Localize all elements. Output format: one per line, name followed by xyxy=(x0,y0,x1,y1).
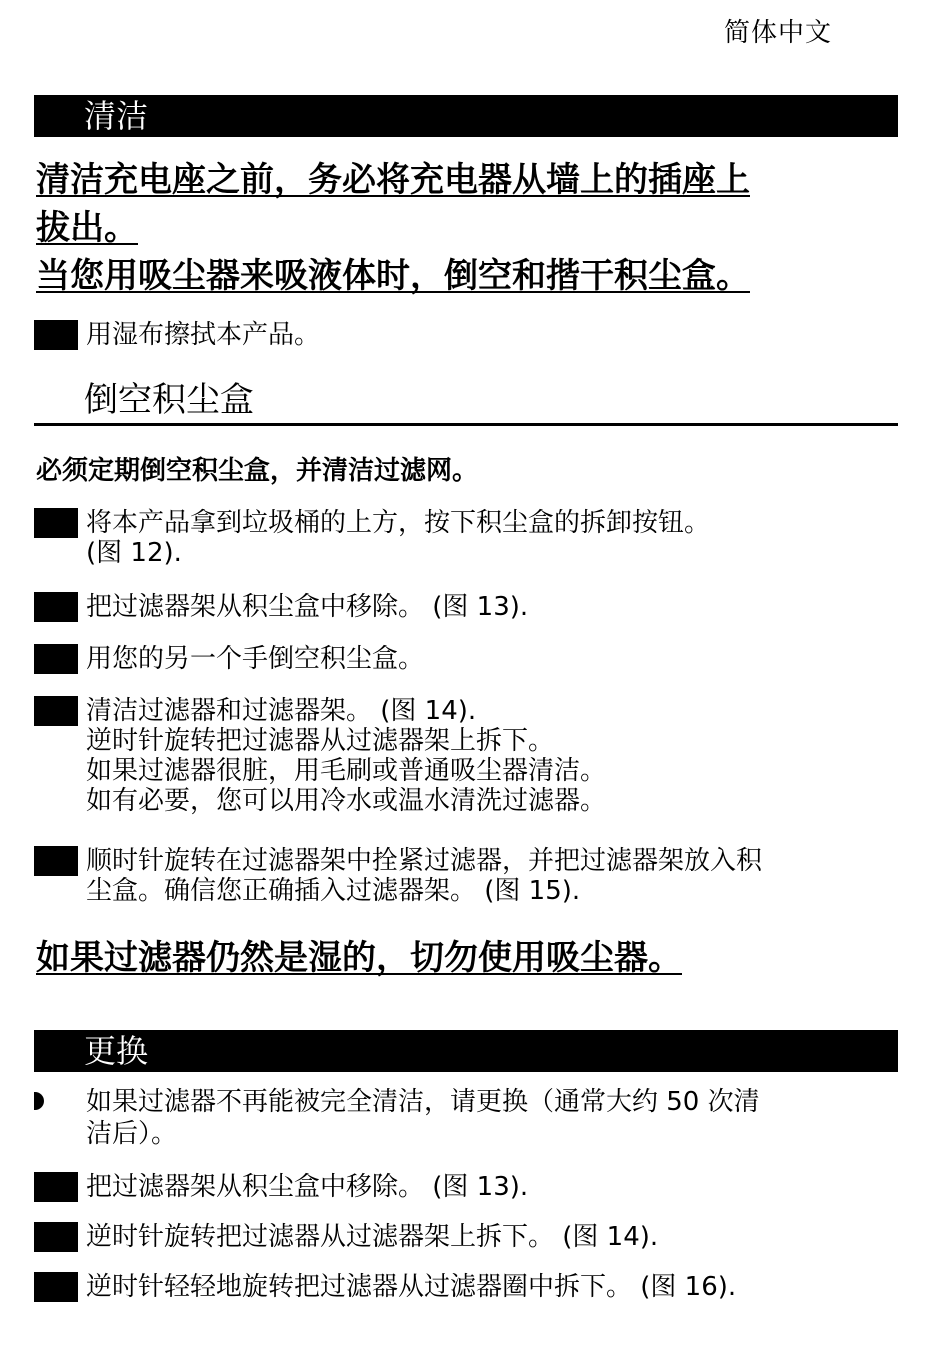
step-line: 清洁过滤器和过滤器架。 (图 14). xyxy=(86,696,477,726)
step-5 xyxy=(34,846,894,906)
warning-wet-filter xyxy=(36,934,896,982)
section-title-replace: 更换 xyxy=(34,1030,898,1072)
language-label: 简体中文 xyxy=(723,18,832,48)
warning-line-3: 当您用吸尘器来吸液体时，倒空和揩干积尘盒。 xyxy=(36,256,750,296)
replace-step-1 xyxy=(34,1172,894,1202)
step-text: 用湿布擦拭本产品。 xyxy=(86,320,321,350)
step-marker xyxy=(34,846,78,876)
bullet-line: 洁后）。 xyxy=(86,1119,178,1149)
step-3 xyxy=(34,644,894,674)
section-title-empty-dust xyxy=(34,378,898,426)
step-1 xyxy=(34,508,894,568)
subhead-text: 倒空积尘盒 xyxy=(84,380,254,420)
step-line: 把过滤器架从积尘盒中移除。 (图 13). xyxy=(86,1172,529,1202)
step-marker xyxy=(34,644,78,674)
warning-line-1: 清洁充电座之前，务必将充电器从墙上的插座上 xyxy=(36,160,750,200)
step-marker xyxy=(34,320,78,350)
intro-text: 必须定期倒空积尘盒，并清洁过滤网。 xyxy=(36,456,479,486)
replace-note xyxy=(34,1086,894,1150)
step-line: 顺时针旋转在过滤器架中拴紧过滤器，并把过滤器架放入积 xyxy=(86,846,763,876)
step-line: 把过滤器架从积尘盒中移除。 (图 13). xyxy=(86,592,529,622)
step-4 xyxy=(34,696,894,816)
step-marker xyxy=(34,1172,78,1202)
replace-step-3 xyxy=(34,1272,894,1302)
step-line: 逆时针旋转把过滤器从过滤器架上拆下。 (图 14). xyxy=(86,1222,659,1252)
step-line: 将本产品拿到垃圾桶的上方，按下积尘盒的拆卸按钮。 xyxy=(86,508,711,538)
step-line: 如有必要，您可以用冷水或温水清洗过滤器。 xyxy=(86,786,607,816)
bullet-line: 如果过滤器不再能被完全清洁，请更换（通常大约 50 次清 xyxy=(86,1087,760,1117)
step-marker xyxy=(34,592,78,622)
step-marker xyxy=(34,696,78,726)
warning-charger xyxy=(36,156,896,300)
section-title-cleaning: 清洁 xyxy=(34,95,898,137)
step-line: 如果过滤器很脏，用毛刷或普通吸尘器清洁。 xyxy=(86,756,607,786)
warning-line: 如果过滤器仍然是湿的，切勿使用吸尘器。 xyxy=(36,938,682,978)
bullet-marker xyxy=(34,1092,44,1110)
step-line: 用您的另一个手倒空积尘盒。 xyxy=(86,644,425,674)
step-line: 尘盒。确信您正确插入过滤器架。 (图 15). xyxy=(86,876,581,906)
step-marker xyxy=(34,1272,78,1302)
step-line: 逆时针轻轻地旋转把过滤器从过滤器圈中拆下。 (图 16). xyxy=(86,1272,737,1302)
step-wipe xyxy=(34,320,894,350)
step-2 xyxy=(34,592,894,622)
step-line: (图 12). xyxy=(86,538,182,568)
step-line: 逆时针旋转把过滤器从过滤器架上拆下。 xyxy=(86,726,555,756)
step-marker xyxy=(34,1222,78,1252)
step-marker xyxy=(34,508,78,538)
replace-step-2 xyxy=(34,1222,894,1252)
warning-line-2: 拔出。 xyxy=(36,208,138,248)
